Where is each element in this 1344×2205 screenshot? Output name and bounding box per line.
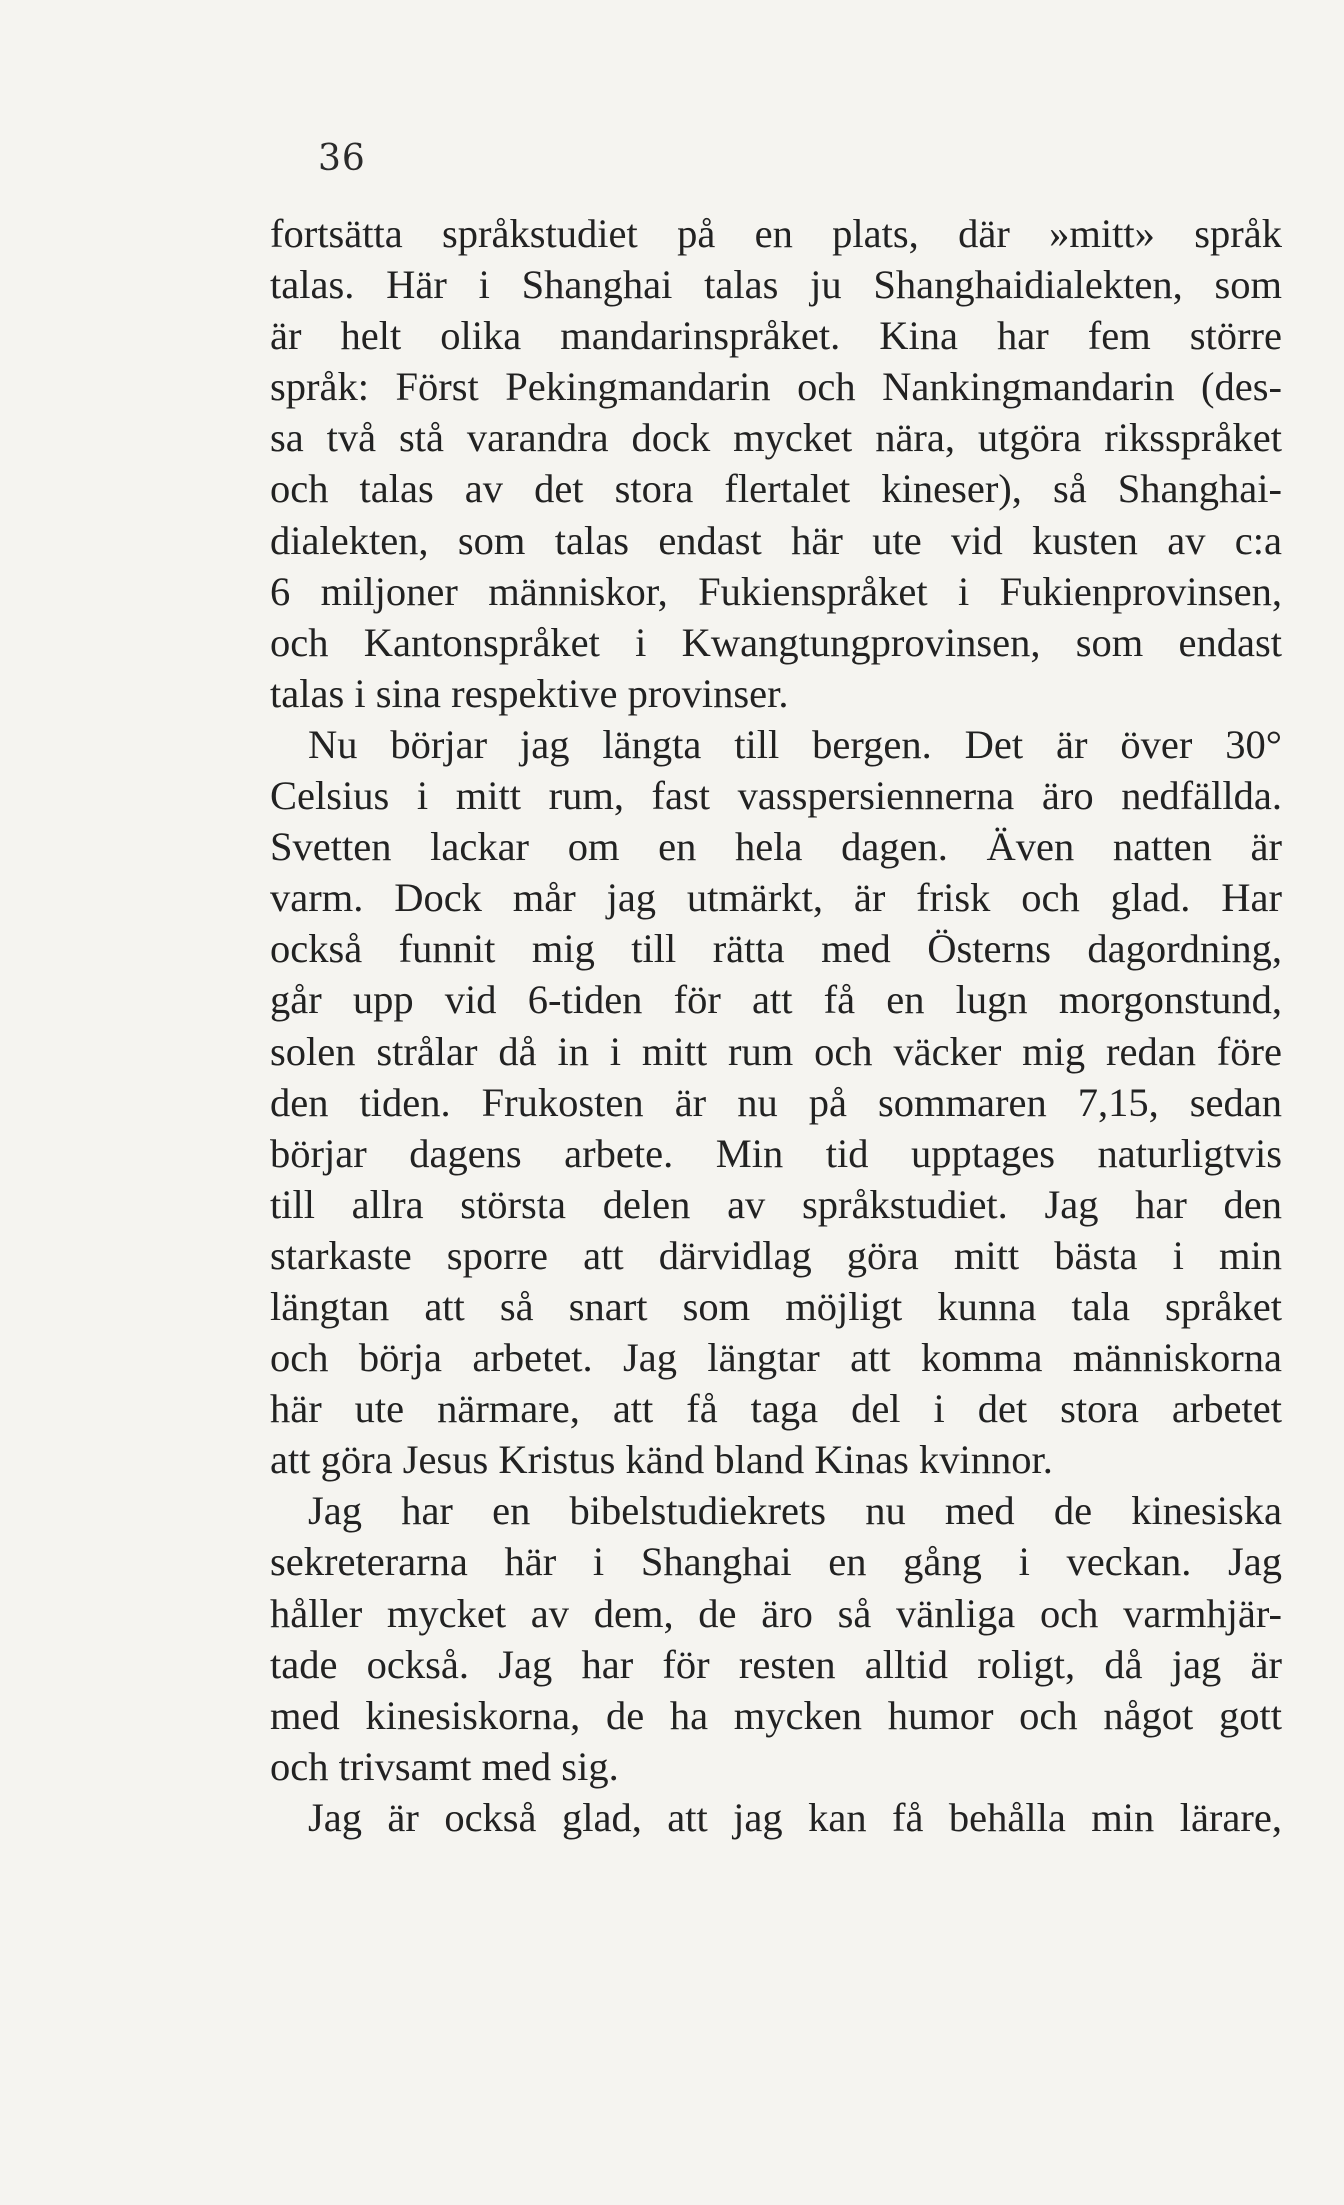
text-line: är helt olika mandarinspråket. Kina har fem större <box>270 313 1282 359</box>
text-line: sa två stå varandra dock mycket nära, utgöra riksspråket <box>270 415 1282 461</box>
text-line: går upp vid 6-tiden för att få en lugn morgonstund, <box>270 977 1282 1023</box>
text-line: och trivsamt med sig. <box>270 1743 619 1789</box>
text-line: och börja arbetet. Jag längtar att komma människorna <box>270 1335 1282 1381</box>
text-line: Svetten lackar om en hela dagen. Även natten är <box>270 824 1282 870</box>
text-line: Nu börjar jag längta till bergen. Det är över 30° <box>308 721 1282 767</box>
text-line: till allra största delen av språkstudiet. Jag har den <box>270 1181 1282 1227</box>
text-line: börjar dagens arbete. Min tid upptages naturligtvis <box>270 1130 1282 1176</box>
text-line: språk: Först Pekingmandarin och Nankingmandarin (des- <box>270 364 1282 410</box>
text-line: tade också. Jag har för resten alltid roligt, då jag är <box>270 1641 1282 1687</box>
text-line: 6 miljoner människor, Fukienspråket i Fukienprovinsen, <box>270 568 1282 614</box>
text-line: fortsätta språkstudiet på en plats, där »mitt» språk <box>270 211 1282 256</box>
text-line: den tiden. Frukosten är nu på sommaren 7,15, sedan <box>270 1079 1282 1125</box>
text-line: talas. Här i Shanghai talas ju Shanghaidialekten, som <box>270 262 1282 308</box>
text-line: Jag har en bibelstudiekrets nu med de kinesiska <box>308 1488 1282 1534</box>
text-line: här ute närmare, att få taga del i det stora arbetet <box>270 1386 1282 1432</box>
text-line: dialekten, som talas endast här ute vid kusten av c:a <box>270 517 1282 563</box>
text-line: sekreterarna här i Shanghai en gång i veckan. Jag <box>270 1539 1282 1585</box>
text-line: starkaste sporre att därvidlag göra mitt bästa i min <box>270 1232 1282 1278</box>
page-number: 36 <box>318 138 366 179</box>
text-line: med kinesiskorna, de ha mycken humor och något gott <box>270 1692 1282 1738</box>
text-line: talas i sina respektive provinser. <box>270 670 789 716</box>
text-line: och talas av det stora flertalet kineser), så Shanghai- <box>270 466 1282 512</box>
text-line: och Kantonspråket i Kwangtungprovinsen, som endast <box>270 619 1282 665</box>
text-line: Jag är också glad, att jag kan få behålla min lärare, <box>308 1794 1282 1840</box>
text-line: också funnit mig till rätta med Österns dagordning, <box>270 926 1282 972</box>
text-line: varm. Dock mår jag utmärkt, är frisk och glad. Har <box>270 875 1282 921</box>
text-line: att göra Jesus Kristus känd bland Kinas kvinnor. <box>270 1437 1053 1483</box>
text-line: Celsius i mitt rum, fast vasspersiennerna äro nedfällda. <box>270 773 1282 819</box>
text-line: längtan att så snart som möjligt kunna tala språket <box>270 1283 1282 1329</box>
text-line: solen strålar då in i mitt rum och väcker mig redan före <box>270 1028 1282 1074</box>
body-text <box>270 208 1282 1843</box>
text-line: håller mycket av dem, de äro så vänliga och varmhjär- <box>270 1590 1282 1636</box>
